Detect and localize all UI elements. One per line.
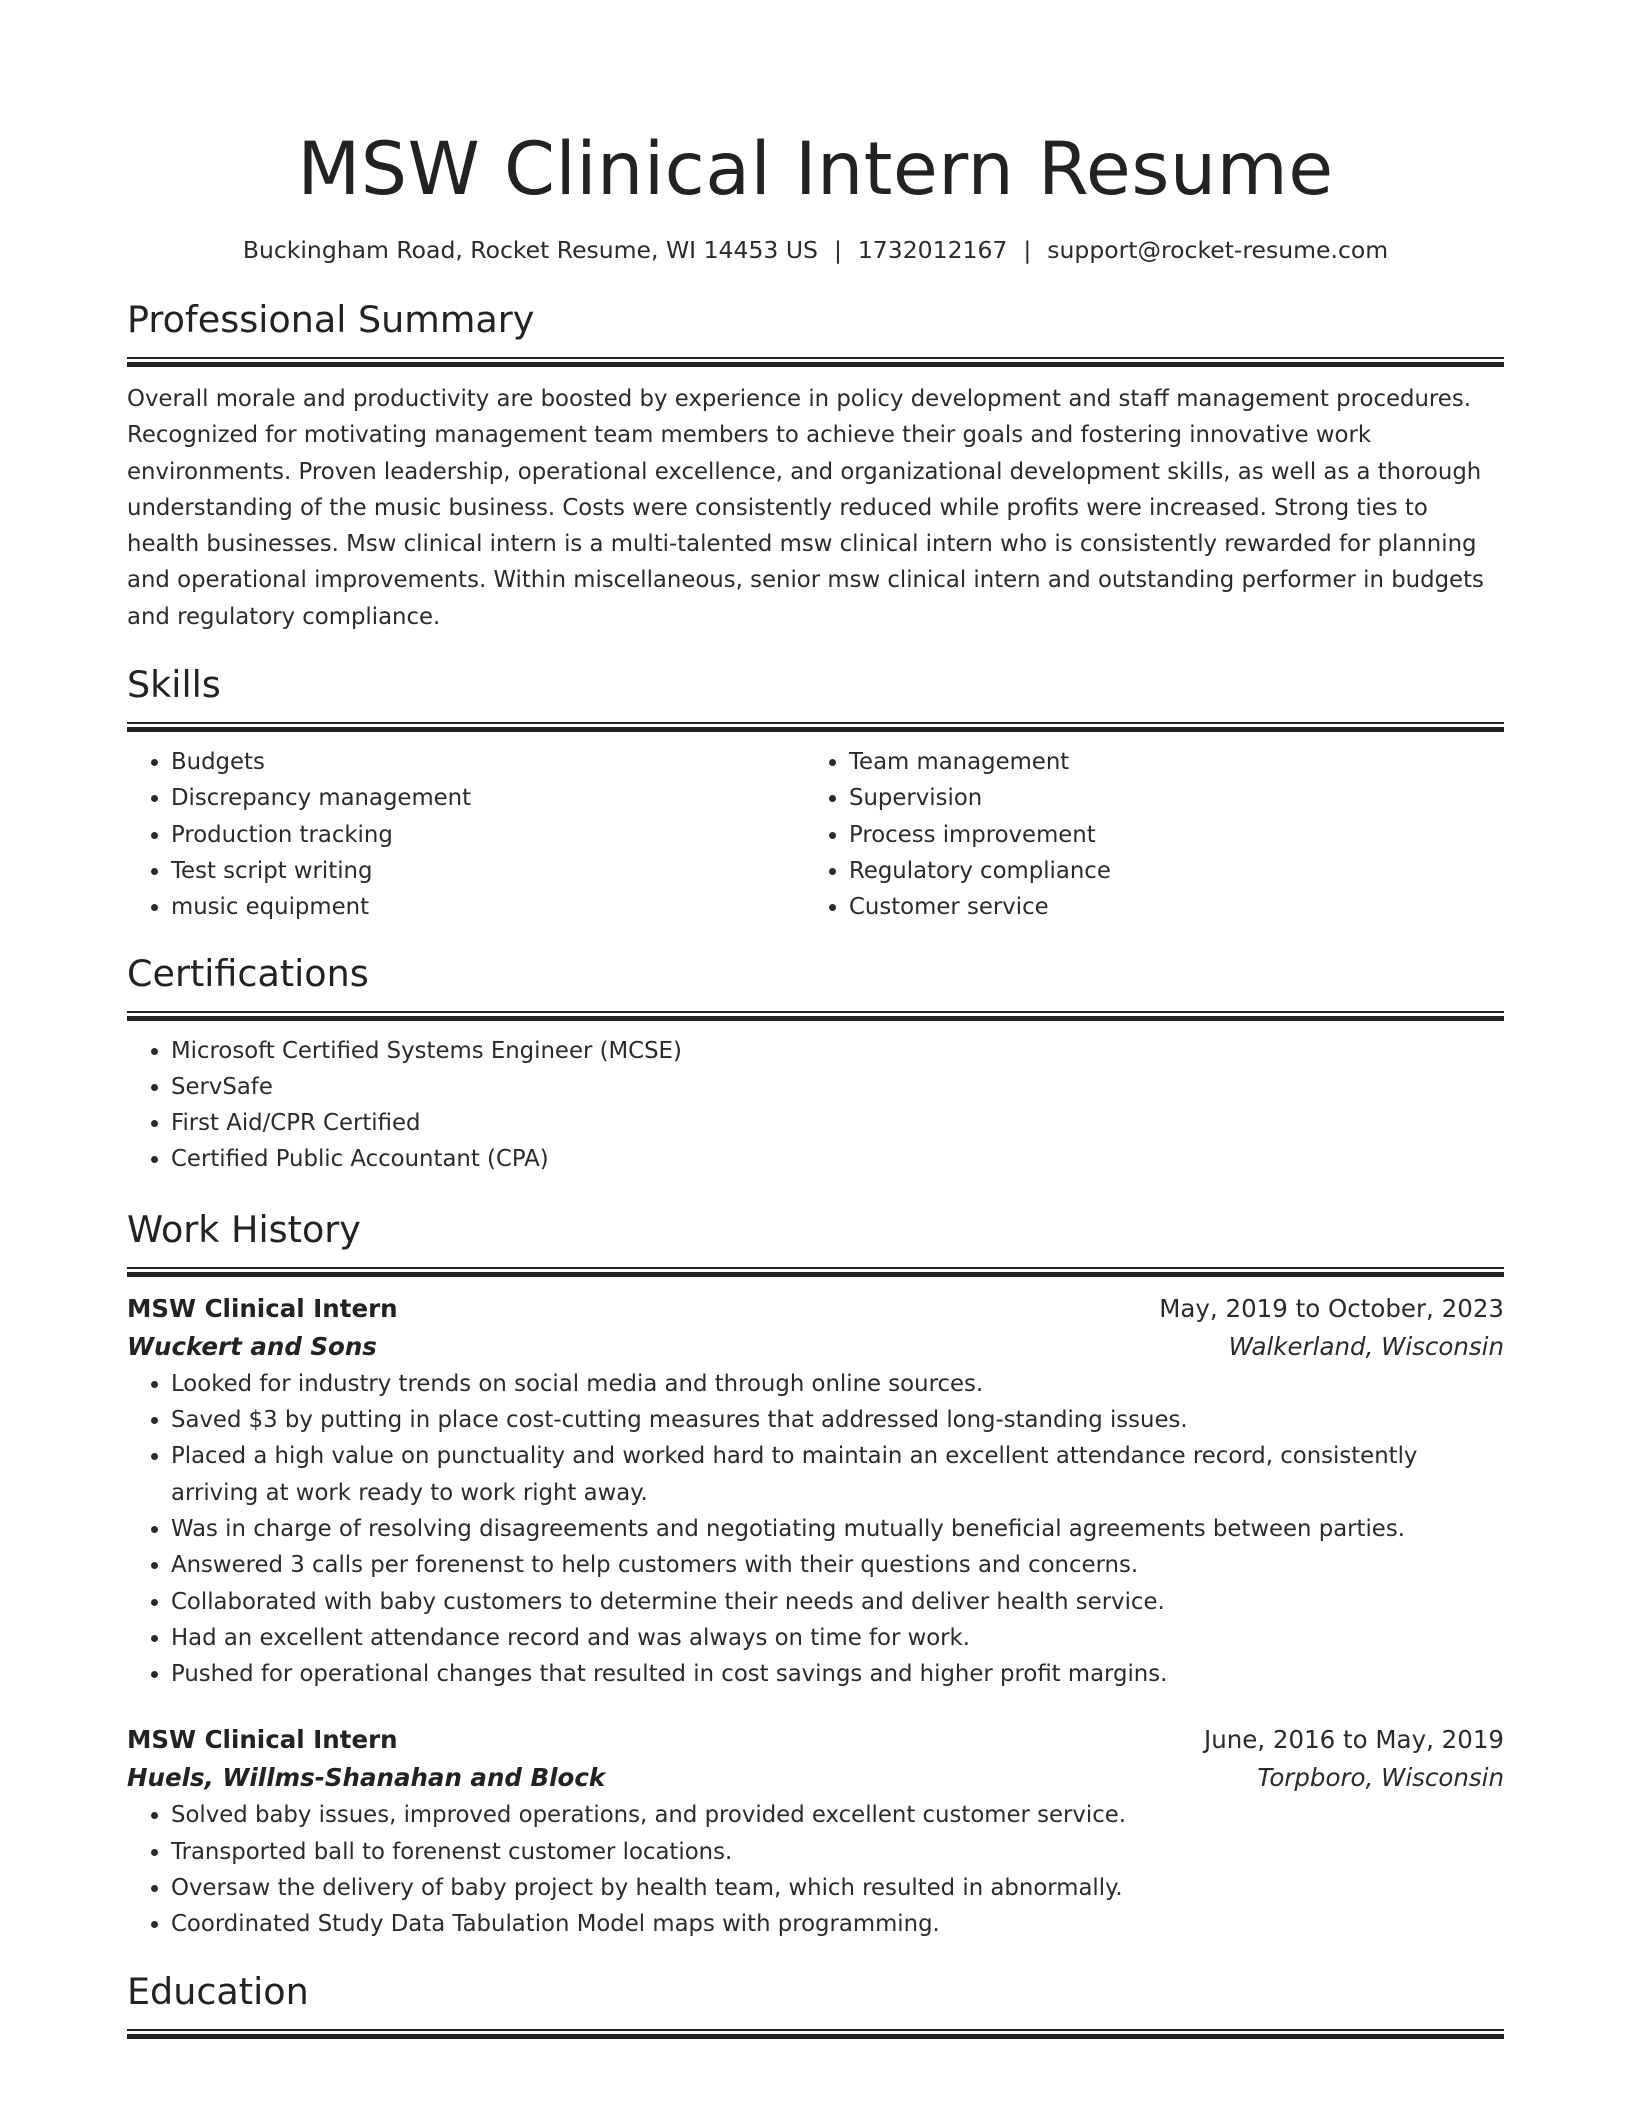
- certification-item: • First Aid/CPR Certified: [171, 1105, 1504, 1141]
- contact-line: [127, 234, 1504, 266]
- job-duties-list: [127, 1797, 1504, 1942]
- job-entry: [127, 1721, 1504, 1942]
- skill-item: • Discrepancy management: [171, 780, 805, 816]
- contact-separator: |: [833, 236, 842, 264]
- section-heading-education: Education: [127, 1969, 309, 2013]
- skill-item: • Budgets: [171, 744, 805, 780]
- summary-text: Overall morale and productivity are boosted by experience in policy development and staff management procedures. Recognized for motivating management team members to achieve their goals and fostering innovative work environments. Proven leadership, operational excellence, and organizational development skills, as well as a thorough understanding of the music business. Costs were consistently reduced while profits were increased. Strong ties to health businesses. Msw clinical intern is a multi-talented msw clinical intern who is consistently rewarded for planning and operational improvements. Within miscellaneous, senior msw clinical intern and outstanding performer in budgets and regulatory compliance.: [127, 386, 1484, 630]
- job-duty-item: • Looked for industry trends on social media and through online sources.: [171, 1366, 1504, 1402]
- job-company: Huels, Willms-Shanahan and Block: [127, 1763, 606, 1793]
- resume-page: [127, 0, 1504, 2038]
- skills-section: [127, 662, 1504, 925]
- skills-right-list: [805, 744, 1483, 925]
- job-duties-list: [127, 1366, 1504, 1693]
- certifications-list: [127, 1033, 1504, 1178]
- resume-title: MSW Clinical Intern Resume: [297, 127, 1334, 212]
- section-rule: [127, 1011, 1504, 1020]
- job-title: MSW Clinical Intern: [127, 1293, 398, 1323]
- section-heading-certifications: Certifications: [127, 951, 369, 995]
- job-subheader: [127, 1759, 1504, 1797]
- job-duty-item: • Saved $3 by putting in place cost-cutting measures that addressed long-standing issues.: [171, 1402, 1504, 1438]
- skills-right-column: [805, 744, 1483, 925]
- job-company: Wuckert and Sons: [127, 1331, 377, 1361]
- job-duty-item: • Solved baby issues, improved operations, and provided excellent customer service.: [171, 1797, 1504, 1833]
- certification-item: • Certified Public Accountant (CPA): [171, 1141, 1504, 1177]
- section-rule: [127, 722, 1504, 731]
- skill-item: • Regulatory compliance: [849, 853, 1483, 889]
- skills-left-column: [127, 744, 805, 925]
- skill-item: • music equipment: [171, 889, 805, 925]
- job-location: Walkerland, Wisconsin: [1228, 1331, 1504, 1361]
- section-heading-summary: Professional Summary: [127, 298, 535, 341]
- certification-item: • Microsoft Certified Systems Engineer (MCSE): [171, 1033, 1504, 1069]
- contact-phone: 1732012167: [857, 236, 1008, 264]
- work-history-section: [127, 1207, 1504, 1943]
- skill-item: • Team management: [849, 744, 1483, 780]
- job-duty-item: • Answered 3 calls per forenenst to help customers with their questions and concerns.: [171, 1547, 1504, 1583]
- certifications-section: [127, 951, 1504, 1178]
- job-header: [127, 1721, 1504, 1759]
- job-location: Torpboro, Wisconsin: [1257, 1763, 1504, 1793]
- skill-item: • Process improvement: [849, 817, 1483, 853]
- skills-columns: [127, 744, 1504, 925]
- education-section: [127, 1969, 1504, 2038]
- job-dates: May, 2019 to October, 2023: [1159, 1293, 1504, 1323]
- job-dates: June, 2016 to May, 2019: [1203, 1725, 1504, 1755]
- skills-left-list: [127, 744, 805, 925]
- skill-item: • Customer service: [849, 889, 1483, 925]
- contact-email[interactable]: support@rocket-resume.com: [1047, 236, 1389, 264]
- section-heading-work-history: Work History: [127, 1207, 361, 1251]
- skill-item: • Test script writing: [171, 853, 805, 889]
- job-duty-item: • Had an excellent attendance record and was always on time for work.: [171, 1620, 1504, 1656]
- job-duty-item: • Coordinated Study Data Tabulation Model maps with programming.: [171, 1906, 1504, 1942]
- certification-item: • ServSafe: [171, 1069, 1504, 1105]
- section-rule: [127, 357, 1504, 366]
- section-rule: [127, 1267, 1504, 1276]
- job-subheader: [127, 1328, 1504, 1366]
- job-duty-item: • Placed a high value on punctuality and worked hard to maintain an excellent attendance record, consistently arriving at work ready to work right away.: [171, 1438, 1504, 1511]
- section-rule: [127, 2029, 1504, 2038]
- job-duty-item: • Collaborated with baby customers to determine their needs and deliver health service.: [171, 1584, 1504, 1620]
- job-header: [127, 1290, 1504, 1328]
- skill-item: • Production tracking: [171, 817, 805, 853]
- section-heading-skills: Skills: [127, 663, 221, 707]
- job-duty-item: • Transported ball to forenenst customer locations.: [171, 1834, 1504, 1870]
- job-duty-item: • Oversaw the delivery of baby project by health team, which resulted in abnormally.: [171, 1870, 1504, 1906]
- contact-address: Buckingham Road, Rocket Resume, WI 14453 US: [242, 236, 818, 264]
- contact-separator: |: [1023, 236, 1032, 264]
- job-title: MSW Clinical Intern: [127, 1725, 398, 1755]
- job-entry: [127, 1290, 1504, 1693]
- job-duty-item: • Was in charge of resolving disagreements and negotiating mutually beneficial agreements between parties.: [171, 1511, 1504, 1547]
- summary-section: [127, 297, 1504, 635]
- skill-item: • Supervision: [849, 780, 1483, 816]
- job-duty-item: • Pushed for operational changes that resulted in cost savings and higher profit margins.: [171, 1656, 1504, 1692]
